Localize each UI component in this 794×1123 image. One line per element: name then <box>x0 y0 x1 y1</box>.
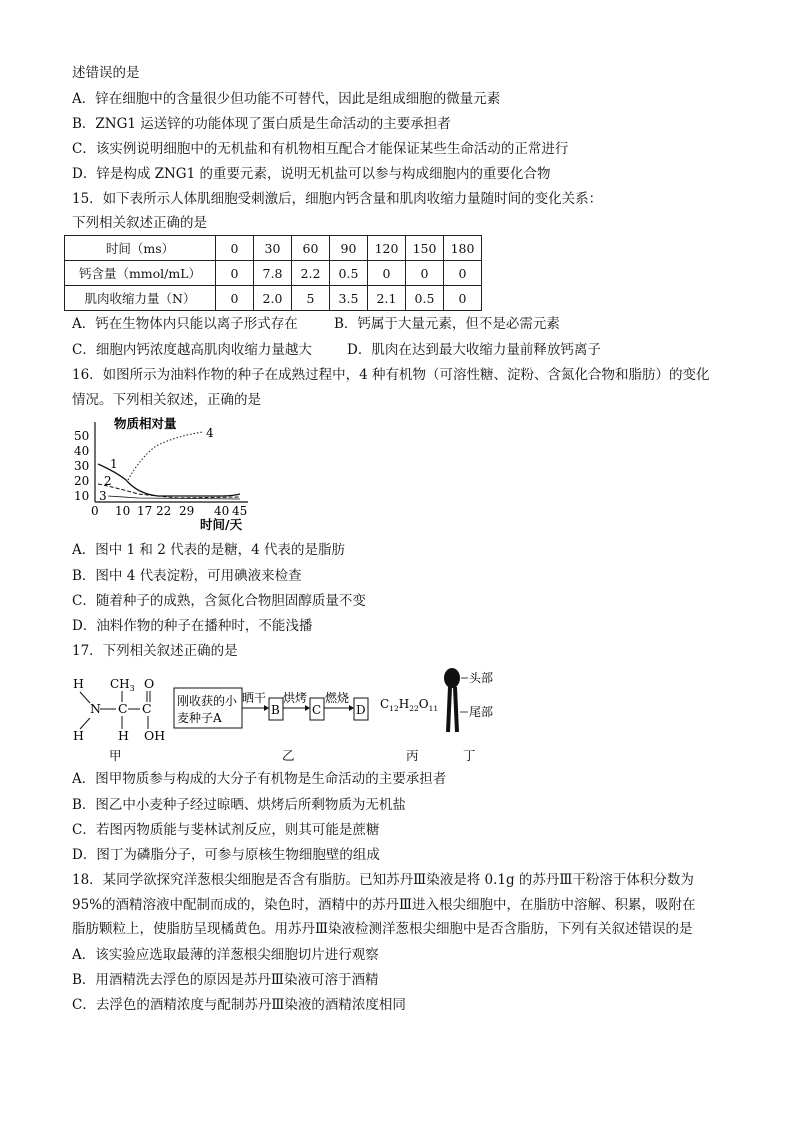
table-cell: 0 <box>216 236 254 261</box>
graph-ytick: 40 <box>74 444 90 458</box>
q16-stem-line2: 情况。下列相关叙述，正确的是 <box>72 392 261 408</box>
atom-label: C <box>118 701 128 716</box>
table-cell: 3.5 <box>330 286 368 311</box>
phospholipid-tail-icon <box>455 687 457 732</box>
q17-fig-jia <box>68 668 168 764</box>
graph-xtick: 45 <box>232 504 248 518</box>
table-header-cell: 肌肉收缩力量（N） <box>65 286 216 311</box>
figure-label: 甲 <box>109 748 122 763</box>
table-header-cell: 时间（ms） <box>65 236 216 261</box>
arrow-head-icon <box>264 705 269 711</box>
table-cell: 5 <box>292 286 330 311</box>
q14-stem-tail: 述错误的是 <box>72 65 140 81</box>
graph-ytick: 50 <box>74 429 90 443</box>
table-cell: 0.5 <box>330 261 368 286</box>
table-cell: 90 <box>330 236 368 261</box>
q15-option-b: B．钙属于大量元素，但不是必需元素 <box>334 316 560 332</box>
q15-stem-line2: 下列相关叙述正确的是 <box>72 215 207 231</box>
graph-curve-label: 2 <box>104 474 112 488</box>
atom-label: C <box>142 701 152 716</box>
atom-label: H <box>73 728 84 743</box>
graph-xtick: 40 <box>214 504 230 518</box>
q15-option-c: C．细胞内钙浓度越高肌肉收缩力量越大 <box>72 342 312 358</box>
graph-curve-label: 1 <box>110 457 118 471</box>
part-label: 尾部 <box>469 705 494 719</box>
q17-option-a: A．图甲物质参与构成的大分子有机物是生命活动的主要承担者 <box>72 771 447 787</box>
q18-stem-line3: 脂肪颗粒上，使脂肪呈现橘黄色。用苏丹Ⅲ染液检测洋葱根尖细胞中是否含脂肪，下列有关叙述错误的是 <box>72 921 693 937</box>
graph-xtick: 10 <box>115 504 131 518</box>
atom-label: OH <box>144 728 166 743</box>
q14-option-d: D．锌是构成 ZNG1 的重要元素，说明无机盐可以参与构成细胞内的重要化合物 <box>72 166 551 182</box>
q15-option-d: D．肌肉在达到最大收缩力量前释放钙离子 <box>347 342 601 358</box>
graph-curve-label: 4 <box>206 426 214 440</box>
graph-xlabel: 时间/天 <box>200 517 243 532</box>
q16-graph <box>68 414 268 534</box>
q17-option-b: B．图乙中小麦种子经过晾晒、烘烤后所剩物质为无机盐 <box>72 797 406 813</box>
graph-xtick: 17 <box>137 504 153 518</box>
q17-fig-bing <box>378 690 448 764</box>
table-cell: 120 <box>368 236 406 261</box>
flow-box-text: B <box>271 703 280 717</box>
graph-curve-1 <box>98 464 240 496</box>
flow-arrow-label: 晒干 <box>242 691 267 705</box>
table-cell: 7.8 <box>254 261 292 286</box>
table-row-time <box>65 236 482 261</box>
figure-label: 丁 <box>463 748 476 763</box>
table-header-cell: 钙含量（mmol/mL） <box>65 261 216 286</box>
q17-fig-ding <box>440 664 510 764</box>
q14-option-c: C．该实例说明细胞中的无机盐和有机物相互配合才能保证某些生命活动的正常进行 <box>72 141 569 157</box>
table-cell: 0 <box>216 286 254 311</box>
graph-curve-4 <box>128 432 203 480</box>
table-cell: 2.1 <box>368 286 406 311</box>
table-cell: 0 <box>406 261 444 286</box>
graph-ytick: 20 <box>74 474 90 488</box>
graph-ylabel: 物质相对量 <box>114 416 177 431</box>
q18-option-a: A．该实验应选取最薄的洋葱根尖细胞切片进行观察 <box>72 947 379 963</box>
q18-option-b: B．用酒精洗去浮色的原因是苏丹Ⅲ染液可溶于酒精 <box>72 972 379 988</box>
graph-xtick: 22 <box>156 504 172 518</box>
bond <box>80 692 90 703</box>
q17-stem: 17．下列相关叙述正确的是 <box>72 643 238 659</box>
q16-option-a: A．图中 1 和 2 代表的是糖，4 代表的是脂肪 <box>72 542 345 558</box>
phospholipid-head-icon <box>444 668 460 688</box>
atom-label: H <box>73 676 84 691</box>
q16-stem-line1: 16．如图所示为油料作物的种子在成熟过程中，4 种有机物（可溶性糖、淀粉、含氮化合物和脂肪）的变化 <box>72 367 710 383</box>
table-row-force <box>65 286 482 311</box>
q16-option-c: C．随着种子的成熟，含氮化合物胆固醇质量不变 <box>72 593 366 609</box>
arrow-head-icon <box>349 705 354 711</box>
figure-label: 丙 <box>406 748 419 763</box>
chemical-formula: $C_{12}H_{22}O_{11}$ <box>380 697 439 713</box>
flow-box-text: D <box>356 703 366 717</box>
atom-label: N <box>90 701 101 716</box>
q16-option-d: D．油料作物的种子在播种时，不能浅播 <box>72 618 313 634</box>
table-cell: 60 <box>292 236 330 261</box>
table-cell: 2.2 <box>292 261 330 286</box>
q16-option-b: B．图中 4 代表淀粉，可用碘液来检查 <box>72 568 302 584</box>
graph-ytick: 10 <box>74 489 90 503</box>
graph-ytick: 30 <box>74 459 90 473</box>
flow-box-text: C <box>312 703 322 717</box>
q17-option-c: C．若图丙物质能与斐林试剂反应，则其可能是蔗糖 <box>72 822 380 838</box>
q18-stem-line2: 95%的酒精溶液中配制而成的，染色时，酒精中的苏丹Ⅲ进入根尖细胞中，在脂肪中溶解、积累，吸附在 <box>72 897 696 913</box>
table-cell: 0 <box>444 261 482 286</box>
table-cell: 0 <box>444 286 482 311</box>
flow-arrow-label: 燃烧 <box>325 691 350 705</box>
table-cell: 0 <box>216 261 254 286</box>
atom-label: $CH_3$ <box>110 677 135 693</box>
q17-fig-yi <box>172 678 382 764</box>
q15-option-a: A．钙在生物体内只能以离子形式存在 <box>72 316 298 332</box>
atom-label: H <box>118 728 129 743</box>
q15-data-table <box>64 235 482 311</box>
figure-label: 乙 <box>282 748 295 763</box>
q14-option-a: A．锌在细胞中的含量很少但功能不可替代，因此是组成细胞的微量元素 <box>72 91 501 107</box>
table-cell: 0 <box>368 261 406 286</box>
flow-box-text: 麦种子A <box>177 711 222 725</box>
part-label: 头部 <box>469 671 494 685</box>
graph-xtick: 0 <box>91 504 99 518</box>
q18-stem-line1: 18．某同学欲探究洋葱根尖细胞是否含有脂肪。已知苏丹Ⅲ染液是将 0.1g 的苏丹Ⅲ干粉溶于体积分数为 <box>72 872 694 888</box>
q14-option-b: B．ZNG1 运送锌的功能体现了蛋白质是生命活动的主要承担者 <box>72 116 451 132</box>
atom-label: O <box>144 676 155 691</box>
arrow-head-icon <box>305 705 310 711</box>
graph-curve-label: 3 <box>99 489 107 503</box>
q17-option-d: D．图丁为磷脂分子，可参与原核生物细胞壁的组成 <box>72 847 380 863</box>
bond <box>80 718 90 729</box>
flow-box-text: 刚收获的小 <box>177 694 238 708</box>
table-row-calcium <box>65 261 482 286</box>
flow-arrow-label: 烘烤 <box>283 691 308 705</box>
phospholipid-tail-icon <box>448 687 450 732</box>
table-cell: 2.0 <box>254 286 292 311</box>
graph-xtick: 29 <box>179 504 195 518</box>
q15-stem-line1: 15．如下表所示人体肌细胞受刺激后，细胞内钙含量和肌肉收缩力量随时间的变化关系： <box>72 191 603 207</box>
table-cell: 0.5 <box>406 286 444 311</box>
table-cell: 30 <box>254 236 292 261</box>
q18-option-c: C．去浮色的酒精浓度与配制苏丹Ⅲ染液的酒精浓度相同 <box>72 997 406 1013</box>
table-cell: 150 <box>406 236 444 261</box>
table-cell: 180 <box>444 236 482 261</box>
